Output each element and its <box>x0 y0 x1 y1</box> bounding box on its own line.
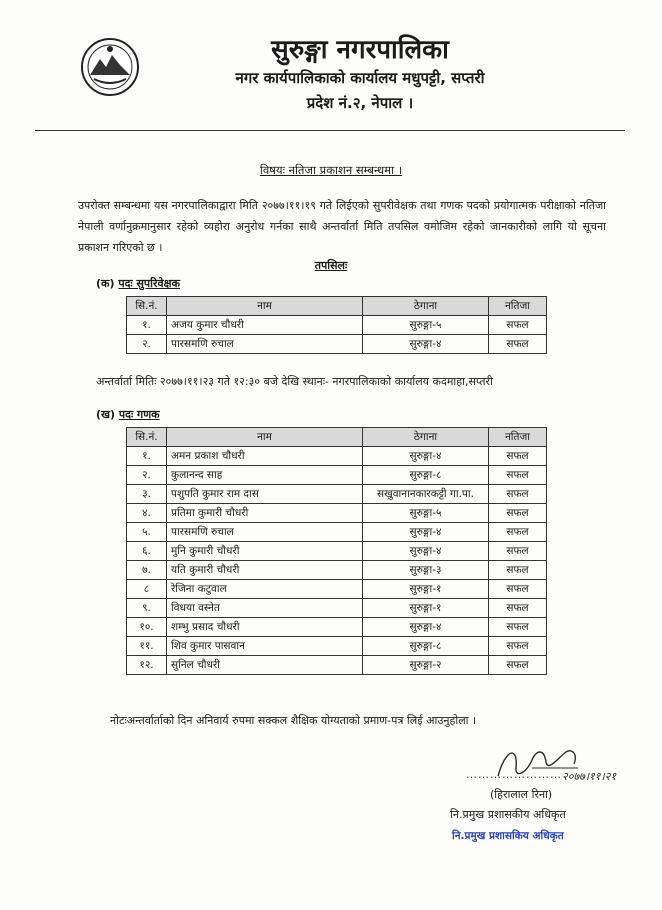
cell-sn: ५. <box>127 523 167 542</box>
column-header-name: नाम <box>167 297 363 316</box>
table-row <box>127 580 547 599</box>
official-stamp: नि.प्रमुख प्रशासकिय अधिकृत <box>452 830 564 842</box>
table-row <box>127 656 547 675</box>
table-row <box>127 599 547 618</box>
cell-sn: २. <box>127 466 167 485</box>
table-row <box>127 561 547 580</box>
cell-result: सफल <box>489 580 547 599</box>
cell-address: सुरुङ्गा-४ <box>363 335 489 354</box>
org-name: सुरुङ्गा नगरपालिका <box>271 35 449 65</box>
table-row <box>127 637 547 656</box>
cell-result: सफल <box>489 542 547 561</box>
province-line: प्रदेश नं.२, नेपाल । <box>306 94 414 112</box>
cell-address: सुरुङ्गा-४ <box>363 618 489 637</box>
cell-sn: ७. <box>127 561 167 580</box>
cell-sn: १. <box>127 447 167 466</box>
cell-sn: ११. <box>127 637 167 656</box>
cell-address: सुरुङ्गा-४ <box>363 523 489 542</box>
signature-line: …………………… <box>466 768 562 781</box>
cell-address: सुरुङ्गा-५ <box>363 316 489 335</box>
svg-text:२०७७।११।२१: २०७७।११।२१ <box>562 770 617 783</box>
section-b-heading: (ख) पदः गणक <box>96 408 160 421</box>
cell-sn: ३. <box>127 485 167 504</box>
office-address: नगर कार्यपालिकाको कार्यालय मधुपट्टी, सप्तरी <box>235 69 485 87</box>
cell-address: सुरुङ्गा-८ <box>363 637 489 656</box>
emblem-seal-icon <box>80 37 140 97</box>
cell-result: सफल <box>489 316 547 335</box>
cell-address: सुरुङ्गा-४ <box>363 447 489 466</box>
signatory-name: (हिरालाल रिना) <box>490 788 553 801</box>
cell-name: प्रतिमा कुमारी चौधरी <box>167 504 363 523</box>
table-row <box>127 447 547 466</box>
table-header-row <box>127 297 547 316</box>
table-row <box>127 542 547 561</box>
cell-address: सखुवानानकारकट्टी गा.पा. <box>363 485 489 504</box>
cell-result: सफल <box>489 599 547 618</box>
cell-result: सफल <box>489 637 547 656</box>
cell-name: विधया वस्नेत <box>167 599 363 618</box>
cell-name: शम्भु प्रसाद चौधरी <box>167 618 363 637</box>
column-header-address: ठेगाना <box>363 297 489 316</box>
cell-result: सफल <box>489 504 547 523</box>
cell-address: सुरुङ्गा-८ <box>363 466 489 485</box>
column-header-result: नतिजा <box>489 428 547 447</box>
cell-sn: २. <box>127 335 167 354</box>
supervisor-result-table <box>126 296 547 354</box>
cell-result: सफल <box>489 335 547 354</box>
interview-schedule: अन्तर्वार्ता मितिः २०७७।११।२३ गते १२:३० बजे देखि स्थानः- नगरपालिकाको कार्यालय कदमाहा,सप्तरी <box>96 375 493 388</box>
cell-name: पशुपति कुमार राम दास <box>167 485 363 504</box>
cell-result: सफल <box>489 485 547 504</box>
cell-address: सुरुङ्गा-४ <box>363 542 489 561</box>
cell-name: पारसमणि रुचाल <box>167 523 363 542</box>
column-header-result: नतिजा <box>489 297 547 316</box>
cell-name: सुनिल चौधरी <box>167 656 363 675</box>
cell-sn: ९. <box>127 599 167 618</box>
column-header-sn: सि.नं. <box>127 428 167 447</box>
cell-sn: ६. <box>127 542 167 561</box>
cell-result: सफल <box>489 561 547 580</box>
table-row <box>127 335 547 354</box>
cell-address: सुरुङ्गा-५ <box>363 504 489 523</box>
table-row <box>127 523 547 542</box>
table-row <box>127 485 547 504</box>
cell-sn: ८ <box>127 580 167 599</box>
cell-result: सफल <box>489 523 547 542</box>
column-header-name: नाम <box>167 428 363 447</box>
subject-line: विषयः नतिजा प्रकाशन सम्बन्धमा । <box>259 163 403 177</box>
column-header-sn: सि.नं. <box>127 297 167 316</box>
section-a-heading: (क) पदः सुपरिवेक्षक <box>96 277 180 290</box>
notice-body: उपरोक्त सम्बन्धमा यस नगरपालिकाद्वारा मिति २०७७।११।१९ गते लिईएको सुपरीवेक्षक तथा गणक पदको प्रयोगात्मक परीक्षाको नतिजा नेपाली वर्णानुक्रमानुसार रहेको व्यहोरा अनुरोध गर्नका साथै अन्तर्वार्ता मिति तपसिल वमोजिम रहेको जानकारीको लागि यो सूचना प्रकाशन गरिएको छ । <box>78 199 606 254</box>
cell-sn: १२. <box>127 656 167 675</box>
note-text: नोटःअन्तर्वार्ताको दिन अनिवार्य रुपमा सक्कल शैक्षिक योग्यताको प्रमाण-पत्र लिई आउनुहोला । <box>110 714 477 727</box>
column-header-address: ठेगाना <box>363 428 489 447</box>
cell-name: कुलानन्द साह <box>167 466 363 485</box>
table-row <box>127 316 547 335</box>
cell-sn: १०. <box>127 618 167 637</box>
cell-name: यति कुमारी चौधरी <box>167 561 363 580</box>
cell-name: पारसमणि रुचाल <box>167 335 363 354</box>
cell-sn: ४. <box>127 504 167 523</box>
cell-name: रेजिना कटुवाल <box>167 580 363 599</box>
table-row <box>127 504 547 523</box>
cell-result: सफल <box>489 656 547 675</box>
table-row <box>127 618 547 637</box>
table-header-row <box>127 428 547 447</box>
cell-name: शिव कुमार पासवान <box>167 637 363 656</box>
cell-address: सुरुङ्गा-१ <box>363 599 489 618</box>
signatory-title: नि.प्रमुख प्रशासकीय अधिकृत <box>450 808 566 821</box>
table-row <box>127 466 547 485</box>
cell-address: सुरुङ्गा-३ <box>363 561 489 580</box>
cell-name: मुनि कुमारी चौधरी <box>167 542 363 561</box>
cell-result: सफल <box>489 466 547 485</box>
cell-result: सफल <box>489 447 547 466</box>
cell-address: सुरुङ्गा-२ <box>363 656 489 675</box>
cell-name: अमन प्रकाश चौधरी <box>167 447 363 466</box>
header-divider <box>35 130 625 131</box>
cell-address: सुरुङ्गा-१ <box>363 580 489 599</box>
enumerator-result-table <box>126 427 547 675</box>
details-heading: तपसिलः <box>314 259 348 272</box>
cell-name: अजय कुमार चौधरी <box>167 316 363 335</box>
cell-result: सफल <box>489 618 547 637</box>
cell-sn: १. <box>127 316 167 335</box>
